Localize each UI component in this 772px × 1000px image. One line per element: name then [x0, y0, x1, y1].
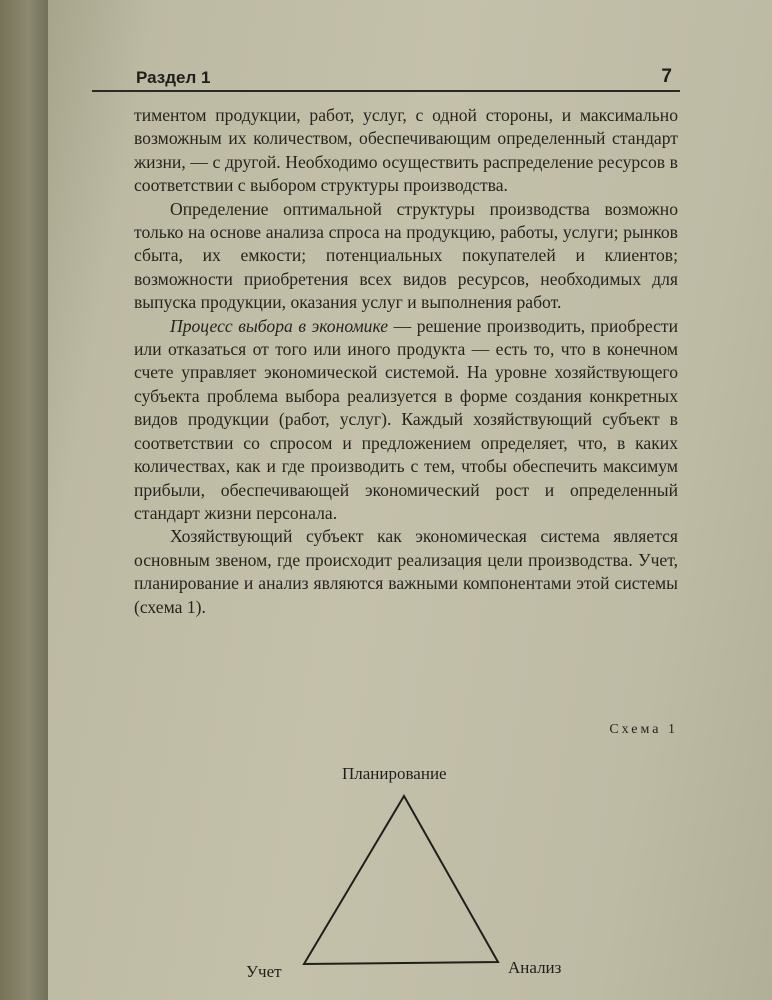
scheme-caption: Схема 1 [609, 722, 678, 737]
running-head [92, 62, 680, 92]
paragraph-3-text: — решение производить, приобрести или отказаться от того или иного продукта — есть то, что в конечном счете управляет экономической системой. На уровне хозяйствующего субъекта проблема выбора реализуется в форме создания конкретных видов продукции (работ, услуг). Каждый хозяйствующий субъект в соответствии со спросом и предложением определяет, что, в каких количествах, как и где производить с тем, чтобы обеспечить максимум прибыли, обеспечивающей экономический рост и определенный стандарт жизни персонала. [134, 315, 679, 523]
body-text [134, 104, 678, 619]
paragraph-4: Хозяйствующий субъект как экономическая система является основным звеном, где происходит реализация цели производства. Учет, планирование и анализ являются важными компонентами этой системы (схема 1). [134, 526, 678, 617]
node-planning: Планирование [342, 764, 447, 783]
paragraph-1: тиментом продукции, работ, услуг, с одной стороны, и максимально возможным их количеством, обеспечивающим определенный стандарт жизни, — с другой. Необходимо осуществить распределение ресурсов в соответствии с выбором структуры производства. [134, 105, 678, 196]
page-number: 7 [661, 66, 672, 87]
triangle-graphic [236, 758, 636, 1000]
book-gutter [0, 0, 52, 1000]
node-analysis: Анализ [508, 958, 562, 977]
node-accounting: Учет [246, 962, 282, 981]
paragraph-2: Определение оптимальной структуры производства возможно только на основе анализа спроса на продукцию, работы, услуги; рынков сбыта, их емкости; потенциальных покупателей и клиентов; возможности приобретения всех видов ресурсов, необходимых для выпуска продукции, оказания услуг и выполнения работ. [134, 198, 678, 313]
triangle-outline [304, 796, 498, 964]
section-title: Раздел 1 [136, 68, 211, 87]
term-choice-process: Процесс выбора в экономике [170, 315, 389, 336]
scheme-diagram [236, 758, 636, 1000]
paragraph-3 [134, 315, 678, 526]
